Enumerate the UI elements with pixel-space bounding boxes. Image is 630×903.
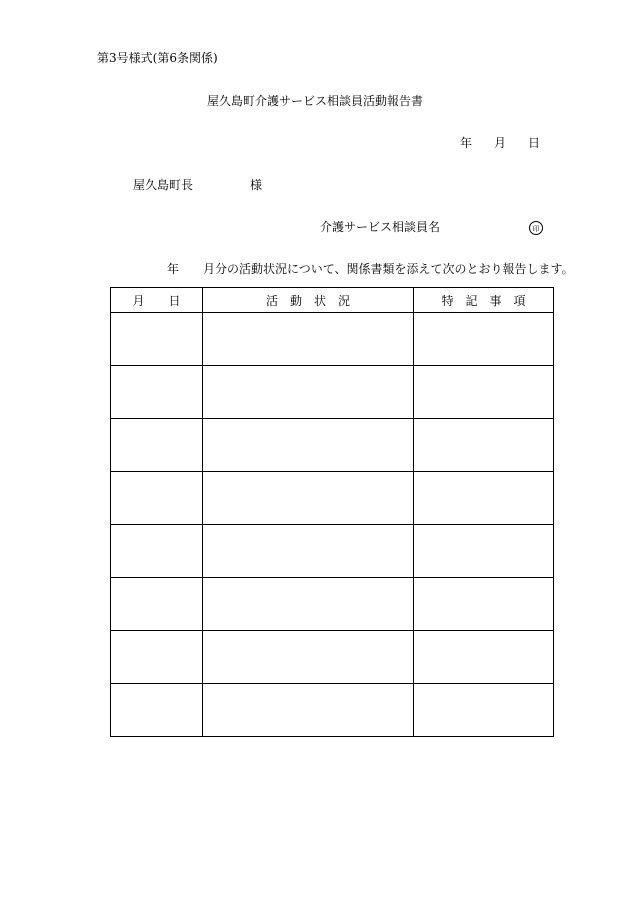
table-row — [111, 313, 554, 366]
cell-special-notes[interactable] — [414, 313, 554, 366]
cell-activity-status[interactable] — [203, 366, 414, 419]
document-title: 屋久島町介護サービス相談員活動報告書 — [206, 94, 423, 108]
cell-date[interactable] — [111, 419, 203, 472]
header-special-notes: 特 記 事 項 — [414, 288, 554, 313]
cell-activity-status[interactable] — [203, 472, 414, 525]
header-activity-status: 活 動 状 況 — [203, 288, 414, 313]
cell-date[interactable] — [111, 631, 203, 684]
report-sentence-text: 月分の活動状況について、関係書類を添えて次のとおり報告します。 — [203, 262, 574, 276]
cell-activity-status[interactable] — [203, 684, 414, 737]
cell-special-notes[interactable] — [414, 684, 554, 737]
report-year-unit: 年 — [167, 262, 180, 276]
table-row — [111, 366, 554, 419]
cell-special-notes[interactable] — [414, 631, 554, 684]
cell-special-notes[interactable] — [414, 578, 554, 631]
table-row — [111, 578, 554, 631]
seal-mark — [529, 221, 543, 235]
date-year: 年 — [460, 136, 473, 150]
date-month: 月 — [494, 136, 507, 150]
cell-activity-status[interactable] — [203, 578, 414, 631]
cell-special-notes[interactable] — [414, 525, 554, 578]
table-row — [111, 684, 554, 737]
addressee-name: 屋久島町長 — [133, 178, 194, 192]
cell-date[interactable] — [111, 525, 203, 578]
table-header-row — [111, 288, 554, 313]
signer-label: 介護サービス相談員名 — [320, 220, 441, 234]
addressee-honorific: 様 — [250, 178, 263, 192]
cell-special-notes[interactable] — [414, 366, 554, 419]
table-row — [111, 525, 554, 578]
date-line — [460, 136, 540, 150]
table-row — [111, 472, 554, 525]
cell-activity-status[interactable] — [203, 525, 414, 578]
cell-date[interactable] — [111, 472, 203, 525]
cell-date[interactable] — [111, 313, 203, 366]
date-day: 日 — [528, 136, 541, 150]
cell-activity-status[interactable] — [203, 419, 414, 472]
form-number: 第3号様式(第6条関係) — [97, 51, 218, 65]
seal-text: 印 — [532, 225, 540, 233]
table-body — [111, 313, 554, 737]
cell-activity-status[interactable] — [203, 631, 414, 684]
cell-special-notes[interactable] — [414, 419, 554, 472]
cell-date[interactable] — [111, 684, 203, 737]
cell-date[interactable] — [111, 578, 203, 631]
report-sentence — [167, 262, 574, 276]
cell-date[interactable] — [111, 366, 203, 419]
activity-table — [110, 287, 554, 737]
cell-special-notes[interactable] — [414, 472, 554, 525]
table-row — [111, 631, 554, 684]
cell-activity-status[interactable] — [203, 313, 414, 366]
header-date: 月 日 — [111, 288, 203, 313]
table-row — [111, 419, 554, 472]
